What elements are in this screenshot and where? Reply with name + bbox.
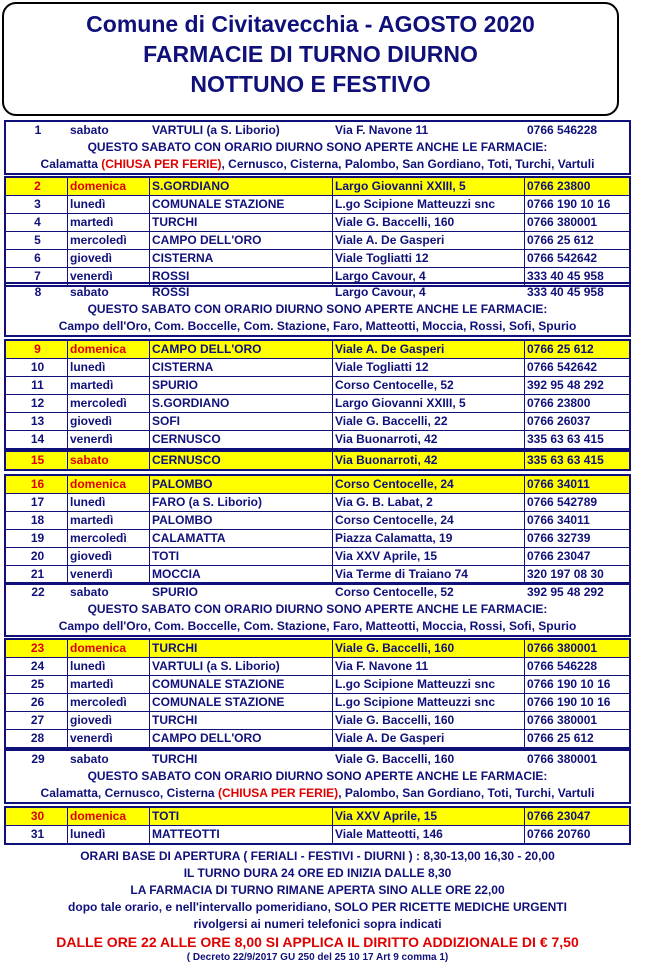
day-number: 6 [6,250,68,267]
pharmacy-phone: 335 63 63 415 [527,432,604,446]
pharmacy-phone: 0766 546228 [527,123,598,137]
day-number: 24 [6,658,68,675]
table-row [6,694,629,712]
list-part: Calamatta [40,157,102,171]
table-row [6,359,629,377]
weekday: mercoledì [68,530,150,547]
weekday: sabato [70,585,109,599]
day-number: 19 [6,530,68,547]
pharmacy-phone: 0766 23047 [527,549,591,563]
day-number: 17 [6,494,68,511]
table-row [6,431,629,448]
pharmacy-phone: 0766 25 612 [527,233,594,247]
pharmacy-name: CAMPO DELL'ORO [150,341,333,358]
table-row [6,232,629,250]
day-number: 7 [6,268,68,285]
weekday: mercoledì [68,395,150,412]
table-row [6,377,629,395]
pharmacy-name: PALOMBO [150,512,333,529]
table-row [6,530,629,548]
weekday: domenica [68,808,150,825]
day-number: 16 [6,476,68,493]
pharmacy-address: Viale G. Baccelli, 160 [333,214,525,231]
pharmacy-phone: 0766 34011 [527,513,590,527]
table-row [6,712,629,730]
pharmacy-name: CALAMATTA [150,530,333,547]
day-number: 28 [6,730,68,747]
weekday: giovedì [68,250,150,267]
pharmacy-phone: 392 95 48 292 [527,378,604,392]
pharmacy-name: MOCCIA [150,566,333,583]
phone-note: rivolgersi ai numeri telefonici sopra indicati [193,917,442,931]
pharmacy-address: Largo Giovanni XXIII, 5 [333,395,525,412]
header-box [2,2,619,116]
pharmacy-address: Corso Centocelle, 52 [335,585,454,599]
weekday: lunedì [68,494,150,511]
day-number: 21 [6,566,68,583]
day-number: 3 [6,196,68,213]
pharmacy-name: VARTULI (a S. Liborio) [150,658,333,675]
pharmacy-address: Via F. Navone 11 [335,123,429,137]
saturday-note-title: QUESTO SABATO CON ORARIO DIURNO SONO APERTE ANCHE LE FARMACIE: [87,302,548,316]
saturday-open-list: Campo dell'Oro, Com. Boccelle, Com. Stazione, Faro, Matteotti, Moccia, Rossi, Sofi, Spurio [58,619,577,633]
day-number: 9 [6,341,68,358]
pharmacy-name: ROSSI [152,285,190,299]
pharmacy-phone: 0766 190 10 16 [527,695,611,709]
weekday: lunedì [68,826,150,843]
pharmacy-name: SPURIO [152,585,199,599]
weekday: venerdì [68,431,150,448]
pharmacy-address: Viale G. Baccelli, 160 [333,712,525,729]
table-row [6,566,629,583]
pharmacy-phone: 333 40 45 958 [527,269,604,283]
saturday-block-15 [4,450,631,471]
saturday-block-1 [4,120,631,175]
pharmacy-name: TURCHI [150,214,333,231]
weekday: sabato [68,452,150,469]
pharmacy-address: Viale A. De Gasperi [333,341,525,358]
pharmacy-address: Viale Togliatti 12 [333,359,525,376]
table-row [6,341,629,359]
table-row [6,452,629,469]
day-number: 26 [6,694,68,711]
day-number: 2 [6,178,68,195]
pharmacy-address: Corso Centocelle, 52 [333,377,525,394]
weekday: giovedì [68,548,150,565]
saturday-open-list: Campo dell'Oro, Com. Boccelle, Com. Stazione, Faro, Matteotti, Moccia, Rossi, Sofi, Spurio [58,319,577,333]
pharmacy-name: MATTEOTTI [150,826,333,843]
table-row [6,250,629,268]
day-number: 11 [6,377,68,394]
decree-note: ( Decreto 22/9/2017 GU 250 del 25 10 17 Art 9 comma 1) [186,952,449,963]
saturday-block-8 [4,282,631,337]
table-row [6,548,629,566]
pharmacy-phone: 0766 23800 [527,396,591,410]
closed-label: (CHIUSA PER FERIE) [101,157,222,171]
pharmacy-address: Via XXV Aprile, 15 [333,548,525,565]
table-row [6,584,629,601]
pharmacy-address: Via Buonarroti, 42 [333,452,525,469]
pharmacy-address: Viale Matteotti, 146 [333,826,525,843]
pharmacy-phone: 0766 380001 [527,641,598,655]
pharmacy-phone: 0766 542642 [527,251,598,265]
weekday: sabato [70,285,109,299]
page-subtitle-2: NOTTUNO E FESTIVO [190,71,431,97]
pharmacy-name: COMUNALE STAZIONE [150,694,333,711]
pharmacy-phone: 0766 20760 [527,827,591,841]
day-number: 15 [6,452,68,469]
pharmacy-phone: 0766 542642 [527,360,598,374]
pharmacy-phone: 0766 23047 [527,809,591,823]
closing-note: LA FARMACIA DI TURNO RIMANE APERTA SINO ALLE ORE 22,00 [130,883,505,897]
pharmacy-name: COMUNALE STAZIONE [150,196,333,213]
pharmacy-name: CERNUSCO [150,452,333,469]
pharmacy-address: Viale G. Baccelli, 160 [333,640,525,657]
saturday-note-title: QUESTO SABATO CON ORARIO DIURNO SONO APERTE ANCHE LE FARMACIE: [87,140,548,154]
pharmacy-phone: 392 95 48 292 [527,585,604,599]
saturday-block-29 [4,749,631,804]
pharmacy-name: CISTERNA [150,250,333,267]
day-number: 23 [6,640,68,657]
weekday: giovedì [68,712,150,729]
table-row [6,196,629,214]
pharmacy-address: Viale G. Baccelli, 160 [335,752,455,766]
pharmacy-phone: 0766 25 612 [527,342,594,356]
footer-notes [4,848,631,965]
table-row [6,178,629,196]
pharmacy-phone: 0766 26037 [527,414,591,428]
page-title: Comune di Civitavecchia - AGOSTO 2020 [86,11,535,37]
weekday: mercoledì [68,694,150,711]
table-row [6,214,629,232]
pharmacy-address: L.go Scipione Matteuzzi snc [333,694,525,711]
table-row [6,395,629,413]
table-row [6,676,629,694]
pharmacy-name: PALOMBO [150,476,333,493]
weekday: martedì [68,512,150,529]
urgent-note: dopo tale orario, e nell'intervallo pomeridiano, SOLO PER RICETTE MEDICHE URGENTI [68,900,567,914]
weekday: martedì [68,214,150,231]
pharmacy-phone: 0766 380001 [527,713,598,727]
day-number: 8 [34,285,42,299]
list-part: Calamatta, Cernusco, Cisterna [40,786,218,800]
pharmacy-phone: 333 40 45 958 [527,285,604,299]
pharmacy-address: Via F. Navone 11 [333,658,525,675]
pharmacy-name: CISTERNA [150,359,333,376]
pharmacy-phone: 0766 542789 [527,495,598,509]
pharmacy-name: TOTI [150,548,333,565]
pharmacy-phone: 0766 25 612 [527,731,594,745]
weekday: lunedì [68,658,150,675]
table-row [6,658,629,676]
pharmacy-address: Via G. B. Labat, 2 [333,494,525,511]
saturday-open-list [6,156,629,173]
weekday: lunedì [68,196,150,213]
pharmacy-address: Corso Centocelle, 24 [333,476,525,493]
day-number: 27 [6,712,68,729]
table-row [6,826,629,843]
pharmacy-address: Corso Centocelle, 24 [333,512,525,529]
pharmacy-phone: 335 63 63 415 [527,453,604,467]
closed-label: (CHIUSA PER FERIE) [217,786,339,800]
pharmacy-name: SOFI [150,413,333,430]
pharmacy-address: Viale A. De Gasperi [333,232,525,249]
saturday-open-list [6,785,629,802]
pharmacy-name: TURCHI [150,640,333,657]
week-table-4 [4,638,631,749]
pharmacy-address: Viale Togliatti 12 [333,250,525,267]
pharmacy-name: S.GORDIANO [150,395,333,412]
weekday: sabato [70,752,109,766]
day-number: 12 [6,395,68,412]
pharmacy-phone: 0766 380001 [527,752,598,766]
day-number: 30 [6,808,68,825]
weekday: venerdì [68,730,150,747]
weekday: domenica [68,178,150,195]
weekday: sabato [70,123,109,137]
table-row [6,413,629,431]
table-row [6,122,629,139]
pharmacy-phone: 0766 23800 [527,179,591,193]
pharmacy-name: TOTI [150,808,333,825]
day-number: 22 [31,585,45,599]
pharmacy-address: Viale A. De Gasperi [333,730,525,747]
weekday: domenica [68,476,150,493]
pharmacy-name: CERNUSCO [150,431,333,448]
weekday: venerdì [68,268,150,285]
weekday: giovedì [68,413,150,430]
day-number: 1 [34,123,42,137]
table-row [6,512,629,530]
pharmacy-name: TURCHI [150,712,333,729]
table-row [6,640,629,658]
pharmacy-name: VARTULI (a S. Liborio) [152,123,280,137]
pharmacy-address: Largo Cavour, 4 [335,285,426,299]
weekday: lunedì [68,359,150,376]
pharmacy-address: Largo Cavour, 4 [333,268,525,285]
saturday-block-22 [4,582,631,637]
saturday-note-title: QUESTO SABATO CON ORARIO DIURNO SONO APERTE ANCHE LE FARMACIE: [87,602,548,616]
pharmacy-name: FARO (a S. Liborio) [150,494,333,511]
weekday: domenica [68,640,150,657]
table-row [6,284,629,301]
list-part: , Palombo, San Gordiano, Toti, Turchi, Vartuli [338,786,595,800]
pharmacy-address: L.go Scipione Matteuzzi snc [333,676,525,693]
pharmacy-address: Via XXV Aprile, 15 [333,808,525,825]
pharmacy-phone: 0766 190 10 16 [527,197,611,211]
day-number: 4 [6,214,68,231]
pharmacy-phone: 0766 380001 [527,215,598,229]
week-table-1 [4,176,631,287]
week-table-3 [4,474,631,585]
pharmacy-name: S.GORDIANO [150,178,333,195]
day-number: 18 [6,512,68,529]
weekday: martedì [68,377,150,394]
day-number: 29 [31,752,45,766]
pharmacy-name: CAMPO DELL'ORO [150,730,333,747]
table-row [6,808,629,826]
day-number: 10 [6,359,68,376]
surcharge-note: DALLE ORE 22 ALLE ORE 8,00 SI APPLICA IL DIRITTO ADDIZIONALE DI € 7,50 [56,934,579,950]
pharmacy-address: Via Terme di Traiano 74 [333,566,525,583]
day-number: 31 [6,826,68,843]
week-table-2 [4,339,631,450]
pharmacy-phone: 0766 546228 [527,659,598,673]
table-row [6,476,629,494]
pharmacy-address: Viale G. Baccelli, 22 [333,413,525,430]
saturday-note-title: QUESTO SABATO CON ORARIO DIURNO SONO APERTE ANCHE LE FARMACIE: [87,769,548,783]
pharmacy-name: TURCHI [152,752,198,766]
pharmacy-address: Via Buonarroti, 42 [333,431,525,448]
week-table-5 [4,806,631,845]
day-number: 25 [6,676,68,693]
opening-hours: ORARI BASE DI APERTURA ( FERIALI - FESTIVI - DIURNI ) : 8,30-13,00 16,30 - 20,00 [80,849,555,863]
pharmacy-phone: 0766 32739 [527,531,591,545]
day-number: 5 [6,232,68,249]
day-number: 20 [6,548,68,565]
pharmacy-phone: 320 197 08 30 [527,567,604,581]
pharmacy-name: CAMPO DELL'ORO [150,232,333,249]
shift-duration: IL TURNO DURA 24 ORE ED INIZIA DALLE 8,30 [183,866,452,880]
pharmacy-name: ROSSI [150,268,333,285]
page-subtitle: FARMACIE DI TURNO DIURNO [143,41,478,67]
table-row [6,751,629,768]
weekday: venerdì [68,566,150,583]
pharmacy-name: SPURIO [150,377,333,394]
table-row [6,730,629,747]
day-number: 14 [6,431,68,448]
pharmacy-phone: 0766 34011 [527,477,590,491]
pharmacy-address: Largo Giovanni XXIII, 5 [333,178,525,195]
pharmacy-address: L.go Scipione Matteuzzi snc [333,196,525,213]
table-row [6,494,629,512]
weekday: martedì [68,676,150,693]
pharmacy-name: COMUNALE STAZIONE [150,676,333,693]
pharmacy-phone: 0766 190 10 16 [527,677,611,691]
pharmacy-address: Piazza Calamatta, 19 [333,530,525,547]
weekday: mercoledì [68,232,150,249]
list-part: , Cernusco, Cisterna, Palombo, San Gordiano, Toti, Turchi, Vartuli [221,157,595,171]
weekday: domenica [68,341,150,358]
day-number: 13 [6,413,68,430]
